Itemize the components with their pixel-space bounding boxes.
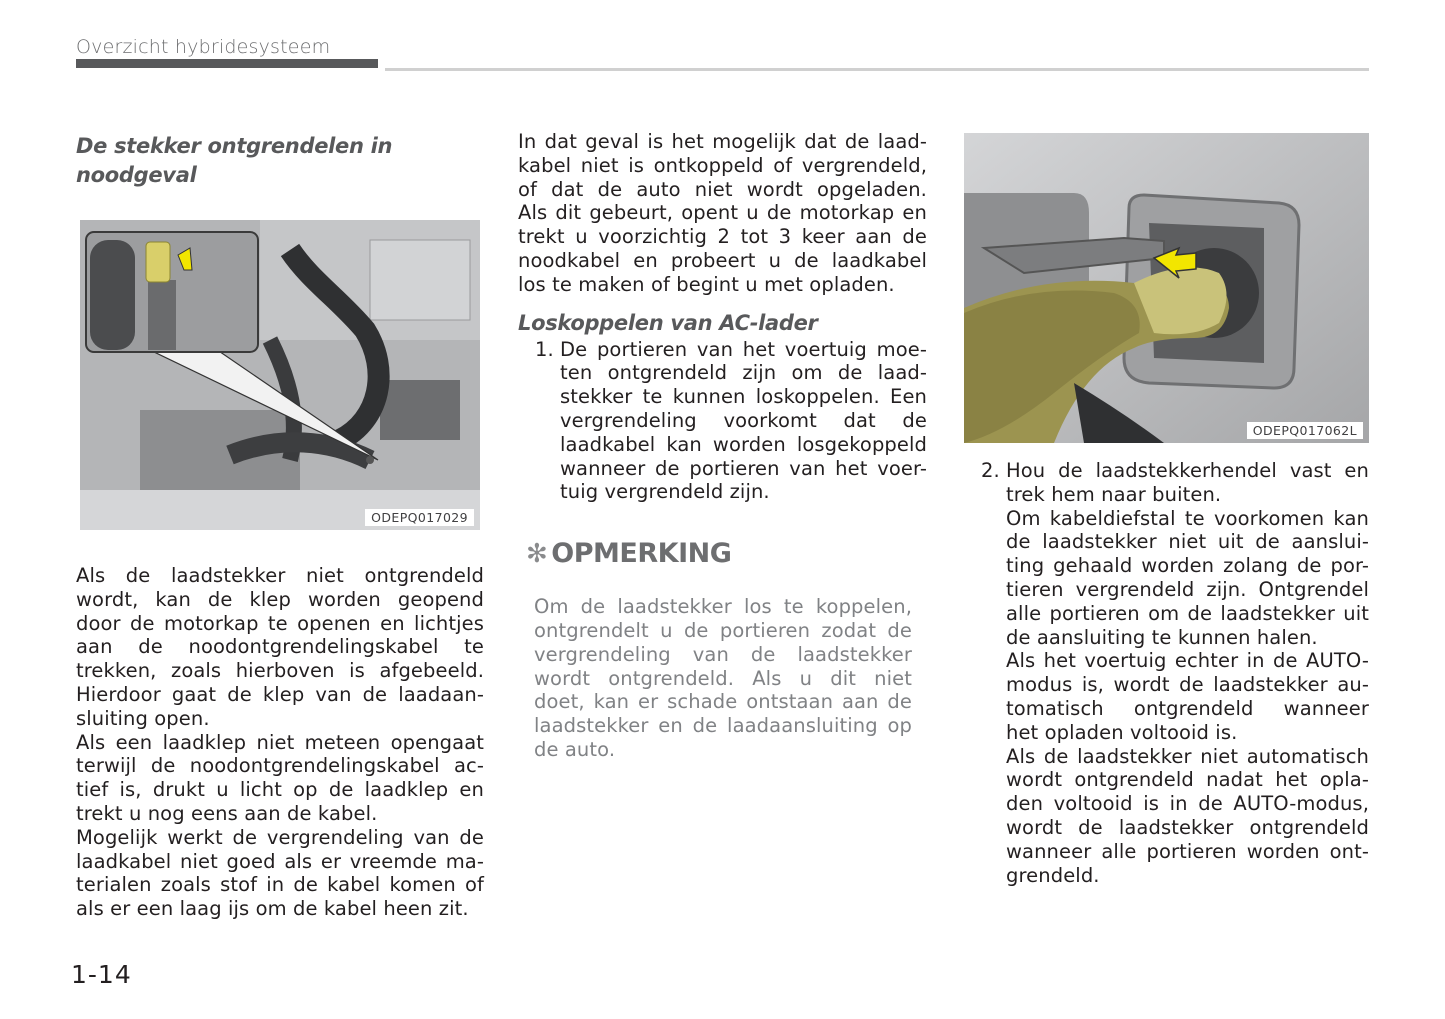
text-line: terwijl de noodontgrendelingskabel ac- bbox=[76, 754, 484, 778]
figure-code-label: ODEPQ017029 bbox=[365, 509, 474, 526]
heading-line: De stekker ontgrendelen in bbox=[76, 134, 393, 158]
text-line: modus is, wordt de laadstekker au- bbox=[1006, 673, 1369, 697]
text-line: wordt, kan de klep worden geopend bbox=[76, 587, 484, 611]
note-title: OPMERKING bbox=[551, 538, 732, 570]
text-line: los te maken of begint u met opladen. bbox=[518, 272, 895, 296]
column-2 bbox=[518, 130, 927, 762]
text-line: trek hem naar buiten. bbox=[1006, 482, 1222, 506]
text-line: Hou de laadstekkerhendel vast en bbox=[1006, 459, 1369, 482]
text-line: grendeld. bbox=[1006, 863, 1100, 887]
text-line: wordt de laadstekker ontgrendeld bbox=[1006, 815, 1369, 839]
text-line: Als de laadstekker niet ontgrendeld bbox=[76, 564, 484, 587]
text-line: noodkabel en probeert u de laadkabel bbox=[518, 248, 927, 272]
header-rule bbox=[385, 68, 1369, 71]
text-line: Als het voertuig echter in de AUTO- bbox=[1006, 649, 1369, 673]
step-1 bbox=[518, 338, 927, 505]
text-line: den voltooid is in de AUTO-modus, bbox=[1006, 792, 1369, 816]
header-bar-dark bbox=[76, 59, 378, 68]
charge-port-illustration bbox=[964, 133, 1369, 443]
emergency-unlock-paragraph bbox=[76, 564, 484, 921]
text-line: wordt ontgrendeld. Als u dit niet bbox=[534, 666, 912, 690]
step-number: 1. bbox=[535, 337, 554, 361]
text-line: laadkabel kan worden losgekoppeld bbox=[560, 432, 927, 456]
text-line: door de motorkap te openen en lichtjes bbox=[76, 611, 484, 635]
text-line: vergrendeling voorkomt dat de bbox=[560, 408, 927, 432]
text-line: tieren vergrendeld zijn. Ontgrendel bbox=[1006, 577, 1369, 601]
text-line: de aansluiting te kunnen halen. bbox=[1006, 625, 1318, 649]
text-line: Als een laadklep niet meteen opengaat bbox=[76, 730, 484, 754]
column-1 bbox=[76, 132, 484, 921]
text-line: Om de laadstekker los te koppelen, bbox=[534, 595, 912, 619]
text-line: Hierdoor gaat de klep van de laadaan- bbox=[76, 682, 484, 706]
note-body bbox=[534, 595, 912, 762]
text-line: In dat geval is het mogelijk dat de laad- bbox=[518, 130, 927, 153]
subheading-ac-charger: Loskoppelen van AC-lader bbox=[518, 310, 818, 335]
text-line: Als de laadstekker niet automatisch bbox=[1006, 744, 1369, 768]
text-line: kabel niet is ontkoppeld of vergrendeld, bbox=[518, 153, 927, 177]
text-line: tomatisch ontgrendeld wanneer bbox=[1006, 696, 1369, 720]
engine-illustration-graphic bbox=[80, 220, 480, 530]
step-number: 2. bbox=[981, 459, 1000, 482]
section-header-title: Overzicht hybridesysteem bbox=[76, 36, 331, 58]
text-line: het opladen voltooid is. bbox=[1006, 720, 1238, 744]
step-2 bbox=[964, 459, 1369, 887]
text-line: Om kabeldiefstal te voorkomen kan bbox=[1006, 506, 1369, 530]
text-line: terialen zoals stof in de kabel komen of bbox=[76, 873, 484, 897]
text-line: alle portieren om de laadstekker uit bbox=[1006, 601, 1369, 625]
text-line: doet, kan er schade ontstaan aan de bbox=[534, 690, 912, 714]
text-line: ten ontgrendeld zijn om de laad- bbox=[560, 361, 927, 385]
figure-code-label: ODEPQ017062L bbox=[1247, 422, 1363, 439]
intro-paragraph bbox=[518, 130, 927, 297]
heading-line: noodgeval bbox=[76, 163, 197, 187]
text-line: of dat de auto niet wordt opgeladen. bbox=[518, 177, 927, 201]
page-number: 1-14 bbox=[71, 960, 132, 989]
text-line: tuig vergrendeld zijn. bbox=[560, 480, 770, 504]
text-line: de auto. bbox=[534, 737, 616, 761]
text-line: laadkabel niet goed als er vreemde ma- bbox=[76, 849, 484, 873]
asterisk-icon: ✻ bbox=[526, 538, 548, 569]
text-line: ting gehaald worden zolang de por- bbox=[1006, 554, 1369, 578]
text-line: ontgrendelt u de portieren zodat de bbox=[534, 618, 912, 642]
section-heading-emergency-unlock bbox=[76, 132, 484, 190]
text-line: wordt ontgrendeld nadat het opla- bbox=[1006, 768, 1369, 792]
text-line: wanneer de portieren van het voer- bbox=[560, 456, 927, 480]
text-line: als er een laag ijs om de kabel heen zit. bbox=[76, 897, 469, 921]
text-line: Als dit gebeurt, opent u de motorkap en bbox=[518, 201, 927, 225]
text-line: aan de noodontgrendelingskabel te bbox=[76, 635, 484, 659]
column-3 bbox=[964, 133, 1369, 887]
engine-bay-illustration bbox=[80, 220, 480, 530]
text-line: vergrendeling van de laadstekker bbox=[534, 642, 912, 666]
text-line: wanneer alle portieren worden ont- bbox=[1006, 839, 1369, 863]
text-line: laadstekker en de laadaansluiting op bbox=[534, 714, 912, 738]
text-line: trekken, zoals hierboven is afgebeeld. bbox=[76, 659, 484, 683]
text-line: trekt u nog eens aan de kabel. bbox=[76, 801, 378, 825]
text-line: trekt u voorzichtig 2 tot 3 keer aan de bbox=[518, 225, 927, 249]
text-line: stekker te kunnen loskoppelen. Een bbox=[560, 385, 927, 409]
text-line: Mogelijk werkt de vergrendeling van de bbox=[76, 825, 484, 849]
text-line: sluiting open. bbox=[76, 706, 210, 730]
text-line: De portieren van het voertuig moe- bbox=[560, 337, 927, 361]
text-line: tief is, drukt u licht op de laadklep en bbox=[76, 778, 484, 802]
text-line: de laadstekker niet uit de aanslui- bbox=[1006, 530, 1369, 554]
note-heading bbox=[526, 538, 927, 569]
charge-port-graphic bbox=[964, 133, 1369, 443]
